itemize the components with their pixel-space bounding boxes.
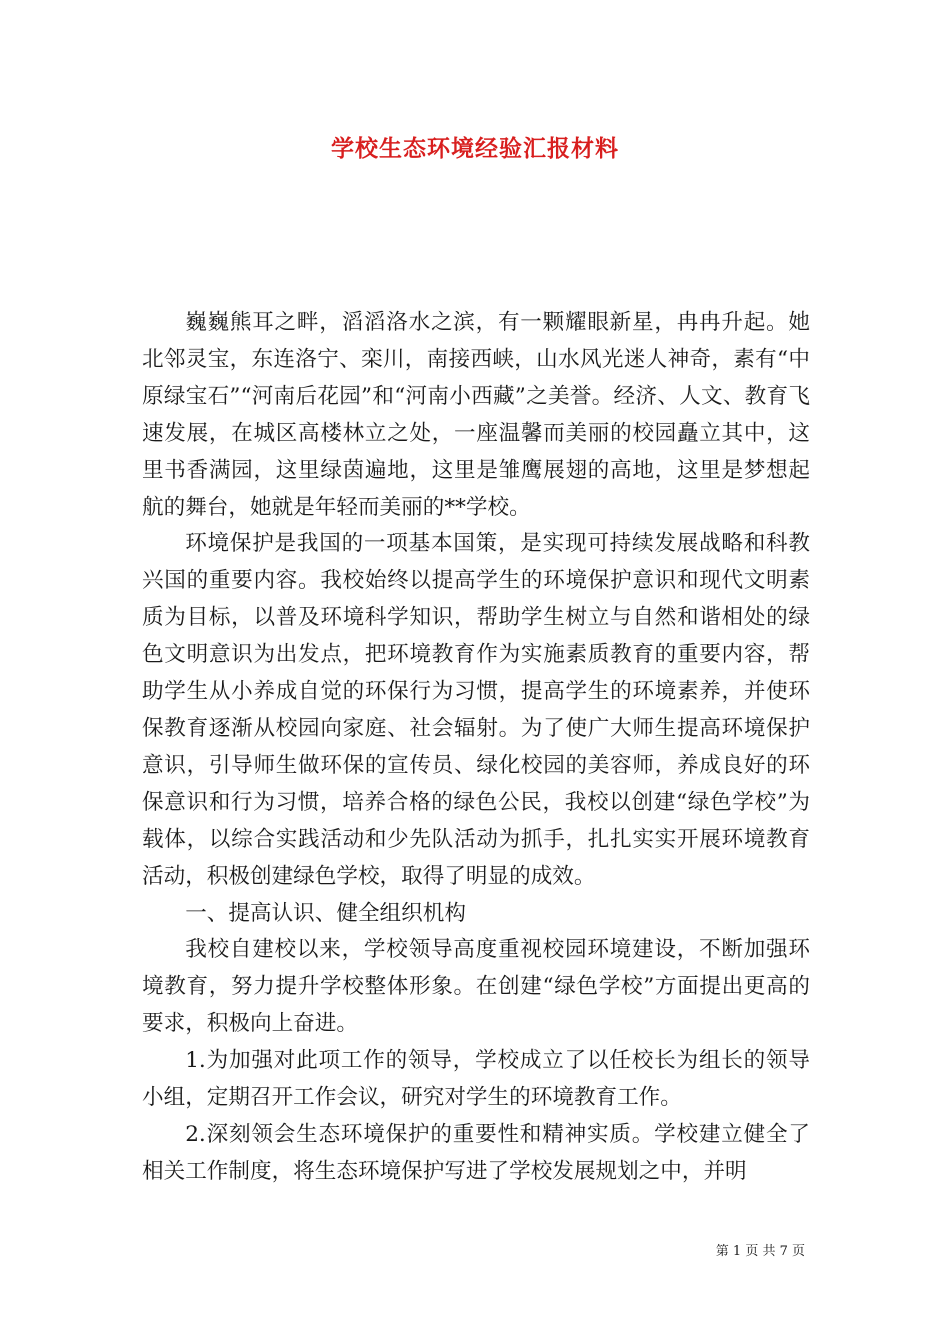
paragraph-leadership: 我校自建校以来，学校领导高度重视校园环境建设，不断加强环境教育，努力提升学校整体形象。在创建“绿色学校”方面提出更高的要求，积极向上奋进。 bbox=[142, 937, 810, 1037]
paragraph-environment-policy: 环境保护是我国的一项基本国策，是实现可持续发展战略和科教兴国的重要内容。我校始终以提高学生的环境保护意识和现代文明素质为目标，以普及环境科学知识，帮助学生树立与自然和谐相处的绿色文明意识为出发点，把环境教育作为实施素质教育的重要内容，帮助学生从小养成自觉的环保行为习惯，提高学生的环境素养，并使环保教育逐渐从校园向家庭、社会辐射。为了使广大师生提高环境保护意识，引导师生做环保的宣传员、绿化校园的美容师，养成良好的环保意识和行为习惯，培养合格的绿色公民，我校以创建“绿色学校”为载体，以综合实践活动和少先队活动为抓手，扎扎实实开展环境教育活动，积极创建绿色学校，取得了明显的成效。 bbox=[142, 531, 810, 889]
page-title: 学校生态环境经验汇报材料 bbox=[331, 135, 619, 162]
page-number-footer: 第 1 页 共 7 页 bbox=[715, 1244, 805, 1259]
paragraph-intro: 巍巍熊耳之畔，滔滔洛水之滨，有一颗耀眼新星，冉冉升起。她北邻灵宝，东连洛宁、栾川，南接西峡，山水风光迷人神奇，素有“中原绿宝石”“河南后花园”和“河南小西藏”之美誉。经济、人文、教育飞速发展，在城区高楼林立之处，一座温馨而美丽的校园矗立其中，这里书香满园，这里绿茵遍地，这里是雏鹰展翅的高地，这里是梦想起航的舞台，她就是年轻而美丽的**学校。 bbox=[142, 310, 810, 520]
document-body bbox=[142, 305, 810, 1191]
list-item-1: 1.为加强对此项工作的领导，学校成立了以任校长为组长的领导小组，定期召开工作会议，研究对学生的环境教育工作。 bbox=[142, 1048, 810, 1111]
section-heading-1: 一、提高认识、健全组织机构 bbox=[185, 900, 466, 926]
list-item-2: 2.深刻领会生态环境保护的重要性和精神实质。学校建立健全了相关工作制度，将生态环境保护写进了学校发展规划之中，并明 bbox=[142, 1121, 810, 1184]
